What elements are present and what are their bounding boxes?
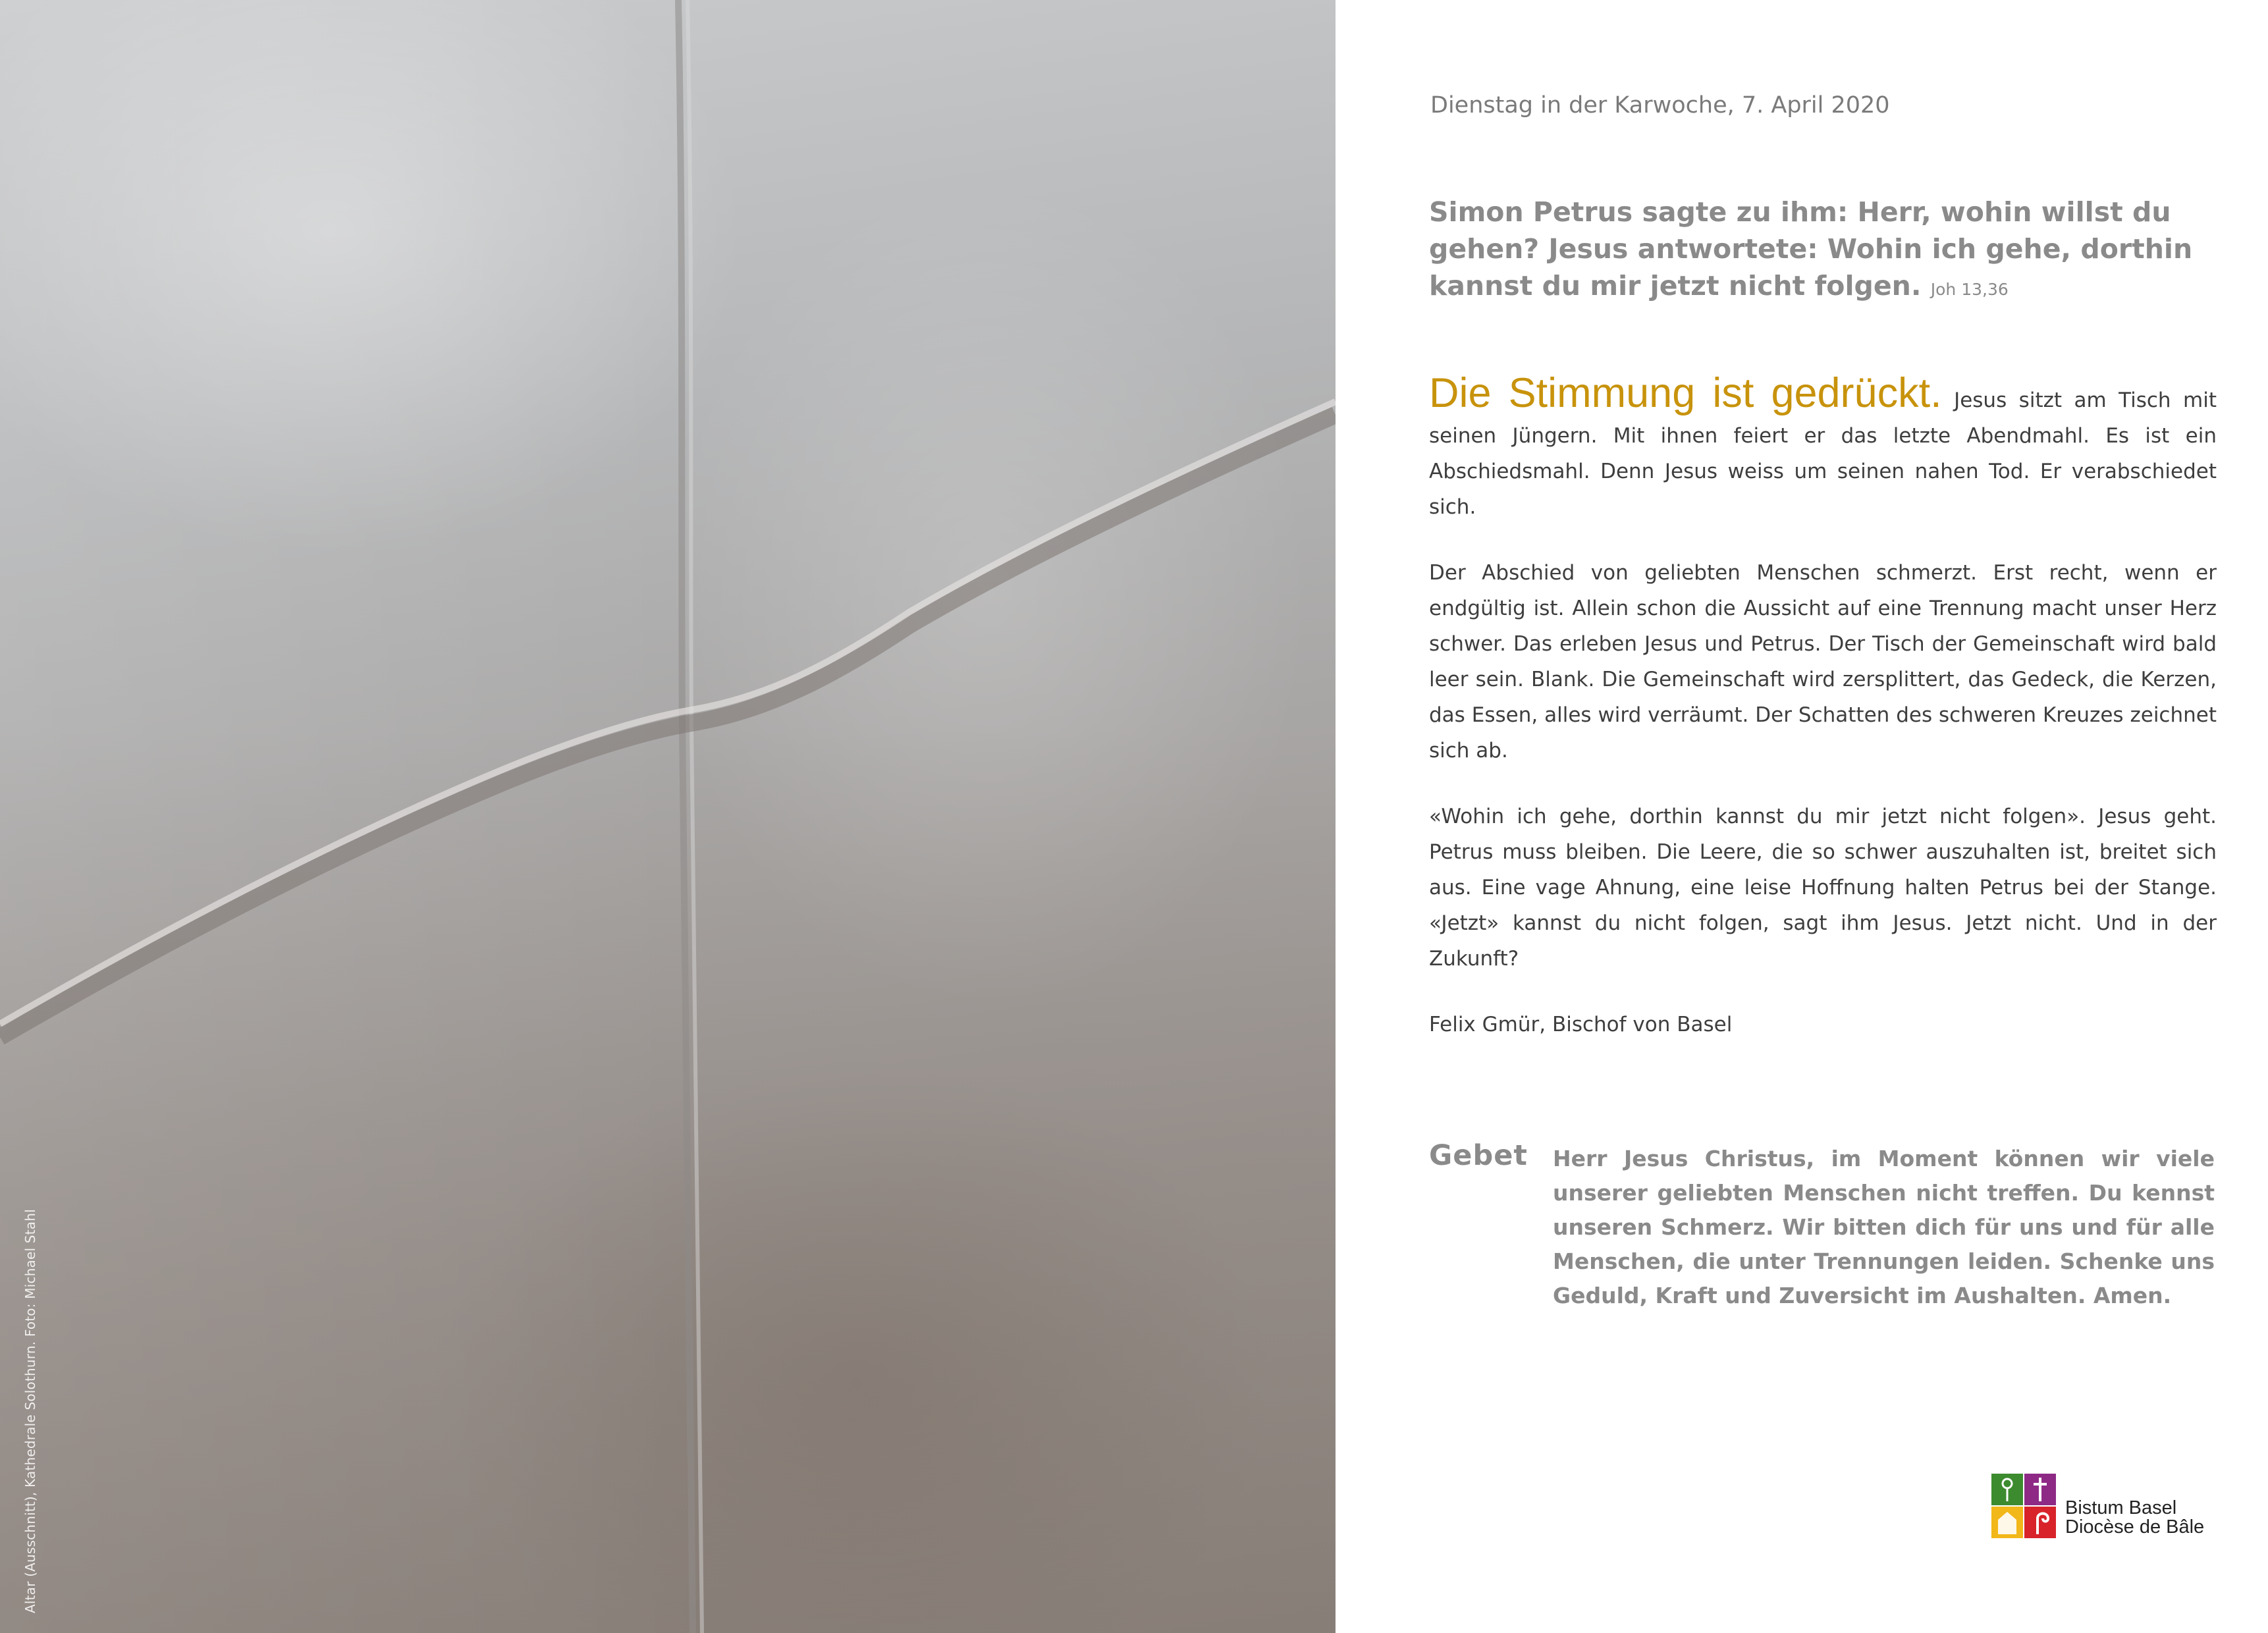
reflection-paragraph-1 — [1429, 370, 2217, 525]
verse-text: Simon Petrus sagte zu ihm: Herr, wohin willst du gehen? Jesus antwortete: Wohin ich gehe, dorthin kannst du mir jetzt nicht folgen. — [1429, 196, 2193, 302]
bible-verse — [1429, 194, 2217, 308]
photo-credit: Altar (Ausschnitt), Kathedrale Solothurn. Foto: Michael Stahl — [22, 1209, 38, 1613]
reflection-body — [1429, 370, 2217, 1073]
author-signature: Felix Gmür, Bischof von Basel — [1429, 1013, 1733, 1036]
reflection-paragraph-3: «Wohin ich gehe, dorthin kannst du mir jetzt nicht folgen». Jesus geht. Petrus muss bleiben. Die Leere, die so schwer auszuhalten ist, breitet sich aus. Eine vage Ahnung, eine leise Hoffnung halten Petrus bei der Stange. «Jetzt» kannst du nicht folgen, sagt ihm Jesus. Jetzt nicht. Und in der Zukunft? — [1429, 805, 2217, 971]
prayer-text: Herr Jesus Christus, im Moment können wir viele unserer geliebten Menschen nicht treffen. Du kennst unseren Schmerz. Wir bitten dich für uns und für alle Menschen, die unter Trennungen leiden. Schenke uns Geduld, Kraft und Zuversicht im Aushalten. Amen. — [1553, 1146, 2215, 1308]
logo-line-2: Diocèse de Bâle — [2065, 1516, 2205, 1538]
paragraph-1-text: Jesus sitzt am Tisch mit seinen Jüngern. Mit ihnen feiert er das letzte Abendmahl. Es ist ein Abschiedsmahl. Denn Jesus weiss um seinen nahen Tod. Er verabschiedet sich. — [1429, 388, 2217, 519]
page-date: Dienstag in der Karwoche, 7. April 2020 — [1430, 92, 1890, 119]
diocese-logo-text — [2065, 1499, 2204, 1537]
prayer-label: Gebet — [1429, 1139, 1528, 1172]
reflection-paragraph-2: Der Abschied von geliebten Menschen schmerzt. Erst recht, wenn er endgültig ist. Allein schon die Aussicht auf eine Trennung macht unser Herz schwer. Das erleben Jesus und Petrus. Der Tisch der Gemeinschaft wird bald leer sein. Blank. Die Gemeinschaft wird zersplittert, das Gedeck, die Kerzen, das Essen, alles wird verräumt. Der Schatten des schweren Kreuzes zeichnet sich ab. — [1429, 561, 2217, 763]
verse-reference: Joh 13,36 — [1930, 280, 2009, 299]
diocese-logo-icon — [1991, 1474, 2056, 1538]
reflection-lead: Die Stimmung ist gedrückt. — [1429, 370, 1942, 416]
diocese-logo — [1991, 1474, 2215, 1539]
logo-line-1: Bistum Basel — [2065, 1497, 2177, 1518]
